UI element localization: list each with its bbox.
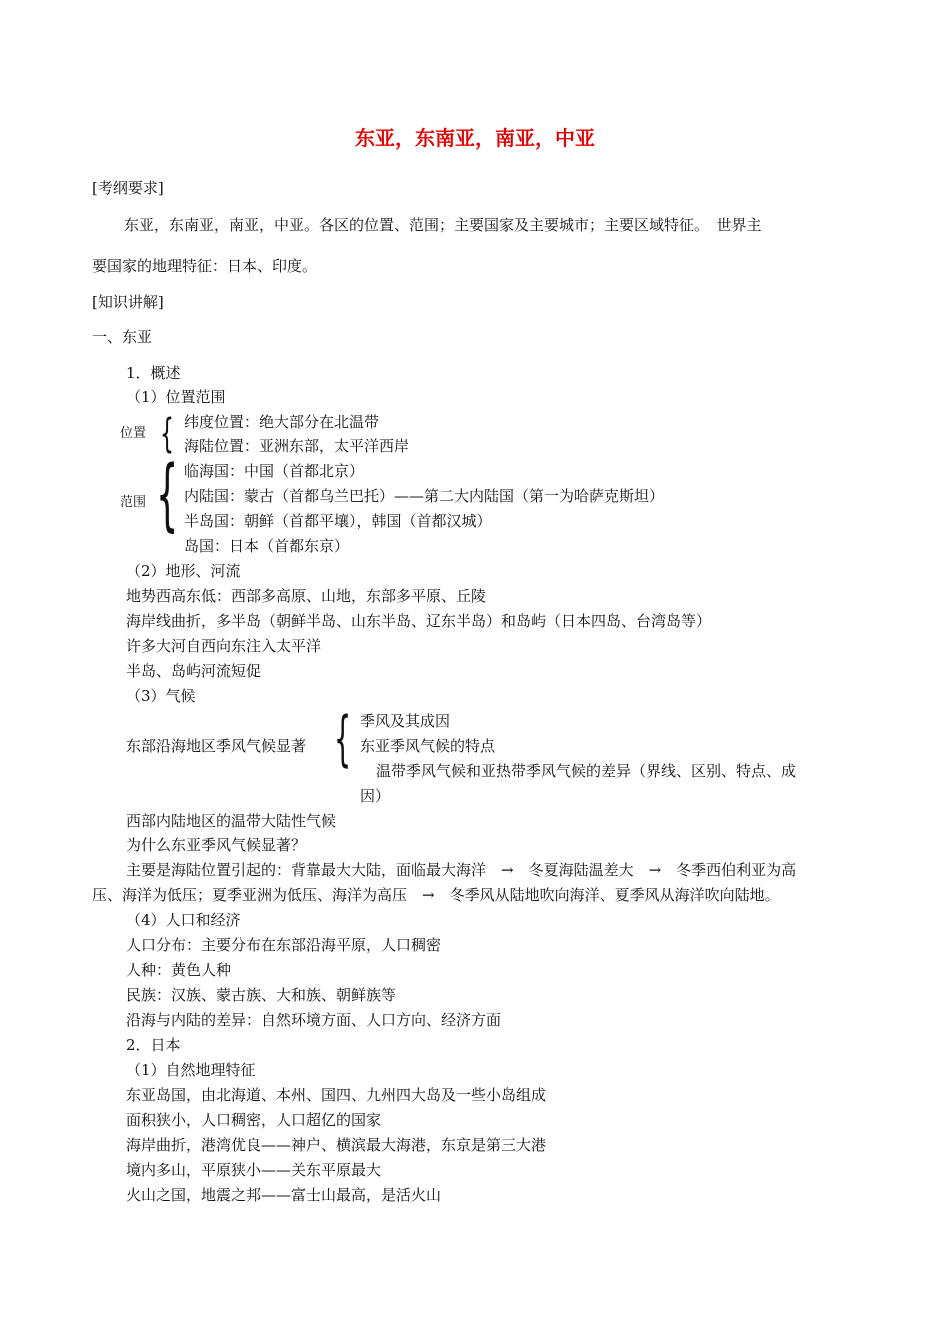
paragraph-line: 人种：黄色人种 (126, 961, 232, 979)
section-heading-kgyq: [考纲要求] (92, 179, 164, 197)
paragraph-line: 许多大河自西向东注入太平洋 (126, 637, 322, 655)
paragraph-line: 半岛、岛屿河流短促 (126, 662, 262, 680)
paragraph-line: 境内多山，平原狭小——关东平原最大 (126, 1161, 382, 1179)
paragraph-line: 海岸线曲折，多半岛（朝鲜半岛、山东半岛、辽东半岛）和岛屿（日本四岛、台湾岛等） (126, 612, 712, 630)
brace-icon: { (334, 704, 352, 774)
paragraph-line: 东亚，东南亚，南亚，中亚。各区的位置、范围；主要国家及主要城市；主要区域特征。 世界主 (124, 216, 762, 234)
list-item: 临海国：中国（首都北京） (184, 462, 365, 480)
paragraph-line: 海岸曲折，港湾优良——神户、横滨最大海港，东京是第三大港 (126, 1136, 547, 1154)
paragraph-line: 民族：汉族、蒙古族、大和族、朝鲜族等 (126, 986, 397, 1004)
subsection-heading: （1）位置范围 (126, 388, 226, 406)
paragraph-line: 主要是海陆位置引起的：背靠最大大陆，面临最大海洋 → 冬夏海陆温差大 → 冬季西伯利亚为高 (126, 861, 797, 879)
list-item: 因） (360, 787, 391, 805)
list-item: 内陆国：蒙古（首都乌兰巴托）——第二大内陆国（第一为哈萨克斯坦） (184, 487, 665, 505)
paragraph-line: 压、海洋为低压；夏季亚洲为低压、海洋为高压 → 冬季风从陆地吹向海洋、夏季风从海洋吹向陆地。 (92, 886, 780, 904)
subsection-heading: （1）自然地理特征 (126, 1061, 256, 1079)
list-item: 半岛国：朝鲜（首都平壤），韩国（首都汉城） (184, 512, 492, 530)
brace-icon: { (156, 450, 179, 540)
subsection-heading: （2）地形、河流 (126, 562, 241, 580)
paragraph-line: 要国家的地理特征：日本、印度。 (92, 257, 318, 275)
brace-icon: { (160, 411, 174, 457)
paragraph-line: 面积狭小，人口稠密，人口超亿的国家 (126, 1111, 382, 1129)
position-label: 位置 (120, 426, 147, 441)
subsection-heading: （4）人口和经济 (126, 911, 241, 929)
subsection-heading: （3）气候 (126, 687, 196, 705)
paragraph-line: 人口分布：主要分布在东部沿海平原，人口稠密 (126, 936, 442, 954)
list-item: 岛国：日本（首都东京） (184, 537, 350, 555)
section-heading-zsjj: [知识讲解] (92, 293, 164, 311)
range-label: 范围 (120, 495, 147, 510)
list-item: 纬度位置：绝大部分在北温带 (184, 413, 380, 431)
list-item: 季风及其成因 (360, 712, 451, 730)
list-item: 温带季风气候和亚热带季风气候的差异（界线、区别、特点、成 (376, 762, 797, 780)
paragraph-line: 火山之国，地震之邦——富士山最高，是活火山 (126, 1186, 442, 1204)
question-line: 为什么东亚季风气候显著？ (126, 836, 307, 854)
subsection-heading: 1．概述 (126, 364, 181, 382)
list-item: 海陆位置：亚洲东部，太平洋西岸 (184, 437, 410, 455)
subsection-heading: 2．日本 (126, 1036, 181, 1054)
part-heading: 一、东亚 (92, 328, 153, 346)
paragraph-line: 地势西高东低：西部多高原、山地，东部多平原、丘陵 (126, 587, 487, 605)
page-title: 东亚，东南亚，南亚，中亚 (355, 126, 595, 150)
climate-label: 东部沿海地区季风气候显著 (126, 737, 307, 755)
paragraph-line: 西部内陆地区的温带大陆性气候 (126, 812, 337, 830)
paragraph-line: 沿海与内陆的差异：自然环境方面、人口方向、经济方面 (126, 1011, 502, 1029)
list-item: 东亚季风气候的特点 (360, 737, 496, 755)
paragraph-line: 东亚岛国，由北海道、本州、国四、九州四大岛及一些小岛组成 (126, 1086, 547, 1104)
